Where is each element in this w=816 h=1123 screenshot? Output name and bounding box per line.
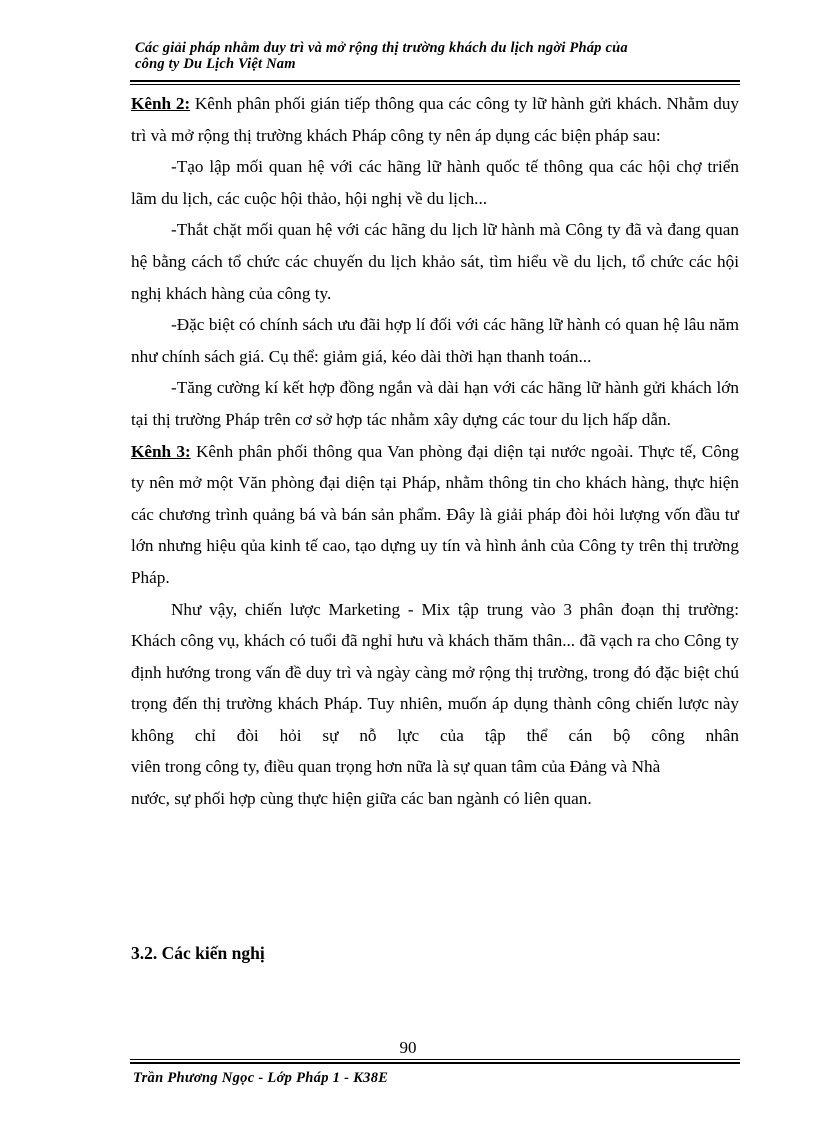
page-body bbox=[131, 88, 739, 815]
conclusion-line-2: viên trong công ty, điều quan trọng hơn nữa là sự quan tâm của Đảng và Nhà bbox=[131, 757, 661, 777]
bullet-2: -Thắt chặt mối quan hệ với các hãng du lịch lữ hành mà Công ty đã và đang quan hệ bằng cách tổ chức các chuyến du lịch khảo sát, tìm hiểu về du lịch, tổ chức các hội nghị khách hàng của công ty. bbox=[131, 220, 739, 303]
kenh-3-text: Kênh phân phối thông qua Van phòng đại diện tại nước ngoài. Thực tế, Công ty nên mở một Văn phòng đại diện tại Pháp, nhằm thông tin cho khách hàng, thực hiện các chương trình quảng bá và bán sản phẩm. Đây là giải pháp đòi hỏi lượng vốn đầu tư lớn nhưng hiệu qủa kinh tế cao, tạo dựng uy tín và hình ảnh của Công ty trên thị trường Pháp. bbox=[131, 441, 739, 587]
bullet-4: -Tăng cường kí kết hợp đồng ngắn và dài hạn với các hãng lữ hành gửi khách lớn tại thị trường Pháp trên cơ sở hợp tác nhằm xây dựng các tour du lịch hấp dẫn. bbox=[131, 378, 739, 429]
footer-author: Trần Phương Ngọc - Lớp Pháp 1 - K38E bbox=[133, 1070, 389, 1086]
header-rule-thin bbox=[130, 84, 740, 85]
footer-rule-thin bbox=[130, 1059, 740, 1060]
header-line-2: công ty Du Lịch Việt Nam bbox=[135, 56, 296, 72]
header-rule-thick bbox=[130, 80, 740, 82]
paragraph-kenh-3 bbox=[131, 436, 739, 594]
kenh-2-text: Kênh phân phối gián tiếp thông qua các công ty lữ hành gửi khách. Nhằm duy trì và mở rộng thị trường khách Pháp công ty nên áp dụng các biện pháp sau: bbox=[131, 94, 740, 145]
running-header bbox=[135, 40, 735, 72]
conclusion-paragraph: Như vậy, chiến lược Marketing - Mix tập trung vào 3 phân đoạn thị trường: Khách công vụ, khách có tuổi đã nghỉ hưu và khách thăm thân... đã vạch ra cho Công ty định hướng trong vấn đề duy trì và ngày càng mở rộng thị trường, trong đó đặc biệt chú trọng đến thị trường khách Pháp. Tuy nhiên, muốn áp dụng thành công chiến lược này không chỉ đòi hỏi sự nỗ lực của tập thể cán bộ công nhân bbox=[131, 599, 739, 745]
paragraph-kenh-2 bbox=[131, 88, 739, 151]
bullet-1: -Tạo lập mối quan hệ với các hãng lữ hành quốc tế thông qua các hội chợ triển lãm du lịch, các cuộc hội thảo, hội nghị về du lịch... bbox=[131, 157, 739, 208]
section-heading: 3.2. Các kiến nghị bbox=[131, 943, 265, 963]
kenh-3-label: Kênh 3: bbox=[131, 441, 191, 461]
kenh-2-label: Kênh 2: bbox=[131, 94, 191, 113]
bullet-3: -Đặc biệt có chính sách ưu đãi hợp lí đối với các hãng lữ hành có quan hệ lâu năm như chính sách giá. Cụ thể: giảm giá, kéo dài thời hạn thanh toán... bbox=[131, 315, 739, 366]
conclusion-line-3: nước, sự phối hợp cùng thực hiện giữa các ban ngành có liên quan. bbox=[131, 789, 592, 809]
footer-rule-thick bbox=[130, 1062, 740, 1064]
page-number: 90 bbox=[399, 1038, 417, 1057]
header-line-1: Các giải pháp nhằm duy trì và mở rộng thị trường khách du lịch ngời Pháp của bbox=[135, 40, 628, 56]
